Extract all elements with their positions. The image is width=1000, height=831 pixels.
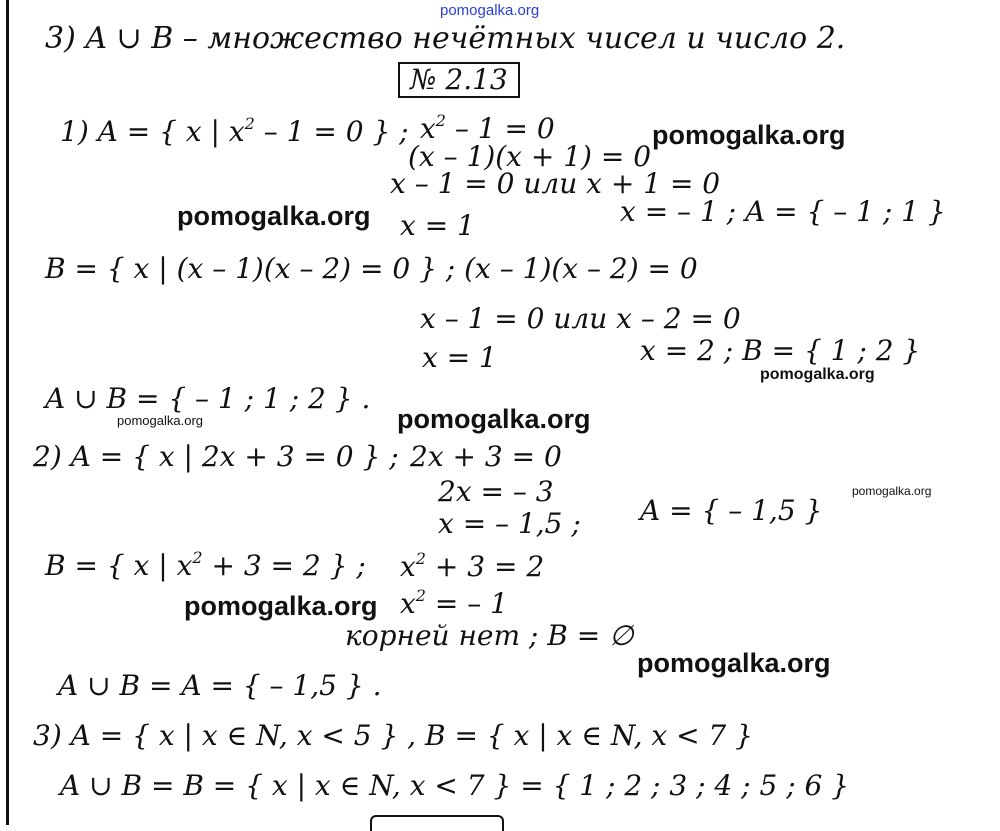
line-b-root-2-set-b: x = 2 ; B = { 1 ; 2 } <box>640 334 921 367</box>
line-2-equation: 2x + 3 = 0 <box>410 440 562 473</box>
set-b-def-text-end: + 3 = 2 } ; <box>202 549 366 582</box>
watermark: pomogalka.org <box>652 120 846 150</box>
problem-number: № 2.13 <box>398 62 520 98</box>
equation-rest: + 3 = 2 <box>425 550 545 583</box>
equation-x: x <box>400 587 416 620</box>
line-root-2-set-a: x = – 1 ; A = { – 1 ; 1 } <box>620 195 946 228</box>
exponent: 2 <box>415 549 426 568</box>
line-2-b-step <box>400 586 508 620</box>
line-factor-cases: x – 1 = 0 или x + 1 = 0 <box>390 167 721 200</box>
equation-rest: = – 1 <box>425 587 508 620</box>
watermark: pomogalka.org <box>637 648 831 678</box>
set-a-def-text-end: – 1 = 0 } ; <box>254 115 409 148</box>
watermark: pomogalka.org <box>852 484 932 498</box>
watermark: pomogalka.org <box>177 201 371 231</box>
exponent: 2 <box>192 548 203 567</box>
line-2-set-a-definition: 2) A = { x | 2x + 3 = 0 } ; <box>33 440 399 473</box>
line-2-root: x = – 1,5 ; <box>438 507 581 540</box>
line-factorization: (x – 1)(x + 1) = 0 <box>408 140 652 173</box>
line-2-set-b-definition <box>45 548 366 582</box>
watermark: pomogalka.org <box>397 404 591 434</box>
line-2-b-equation <box>400 549 545 583</box>
bottom-partial-box <box>370 815 504 831</box>
line-1-set-a-definition <box>60 114 409 148</box>
equation-rest: – 1 = 0 <box>445 112 555 145</box>
line-union-2: A ∪ B = A = { – 1,5 } . <box>58 669 382 702</box>
line-no-roots-set-b: корней нет ; B = ∅ <box>345 619 634 652</box>
exponent: 2 <box>435 111 446 130</box>
line-3-sets-definition: 3) A = { x | x ∈ N, x < 5 } , B = { x | x ∈ N, x < 7 } <box>33 719 753 752</box>
line-b-root-1: x = 1 <box>422 341 497 374</box>
equation-x: x <box>400 550 416 583</box>
set-a-def-text: 1) A = { x | x <box>60 115 245 148</box>
line-set-b-definition: B = { x | (x – 1)(x – 2) = 0 } ; (x – 1)(x – 2) = 0 <box>45 252 698 285</box>
line-union-3: A ∪ B = B = { x | x ∈ N, x < 7 } = { 1 ; 2 ; 3 ; 4 ; 5 ; 6 } <box>60 769 850 802</box>
watermark: pomogalka.org <box>117 413 203 428</box>
line-1-equation <box>420 111 555 145</box>
exponent: 2 <box>244 114 255 133</box>
watermark: pomogalka.org <box>760 366 875 383</box>
watermark-top: pomogalka.org <box>440 2 540 19</box>
set-b-def-text: B = { x | x <box>45 549 193 582</box>
exponent: 2 <box>415 586 426 605</box>
line-2-set-a: A = { – 1,5 } <box>640 494 823 527</box>
page-margin-line <box>6 0 9 825</box>
line-2-step: 2x = – 3 <box>438 475 554 508</box>
equation-x: x <box>420 112 436 145</box>
watermark: pomogalka.org <box>184 591 378 621</box>
line-union-1: A ∪ B = { – 1 ; 1 ; 2 } . <box>45 382 371 415</box>
line-item3-union-description: 3) A ∪ B – множество нечётных чисел и число 2. <box>45 21 846 56</box>
line-b-cases: x – 1 = 0 или x – 2 = 0 <box>420 302 741 335</box>
line-root-1: x = 1 <box>400 209 475 242</box>
